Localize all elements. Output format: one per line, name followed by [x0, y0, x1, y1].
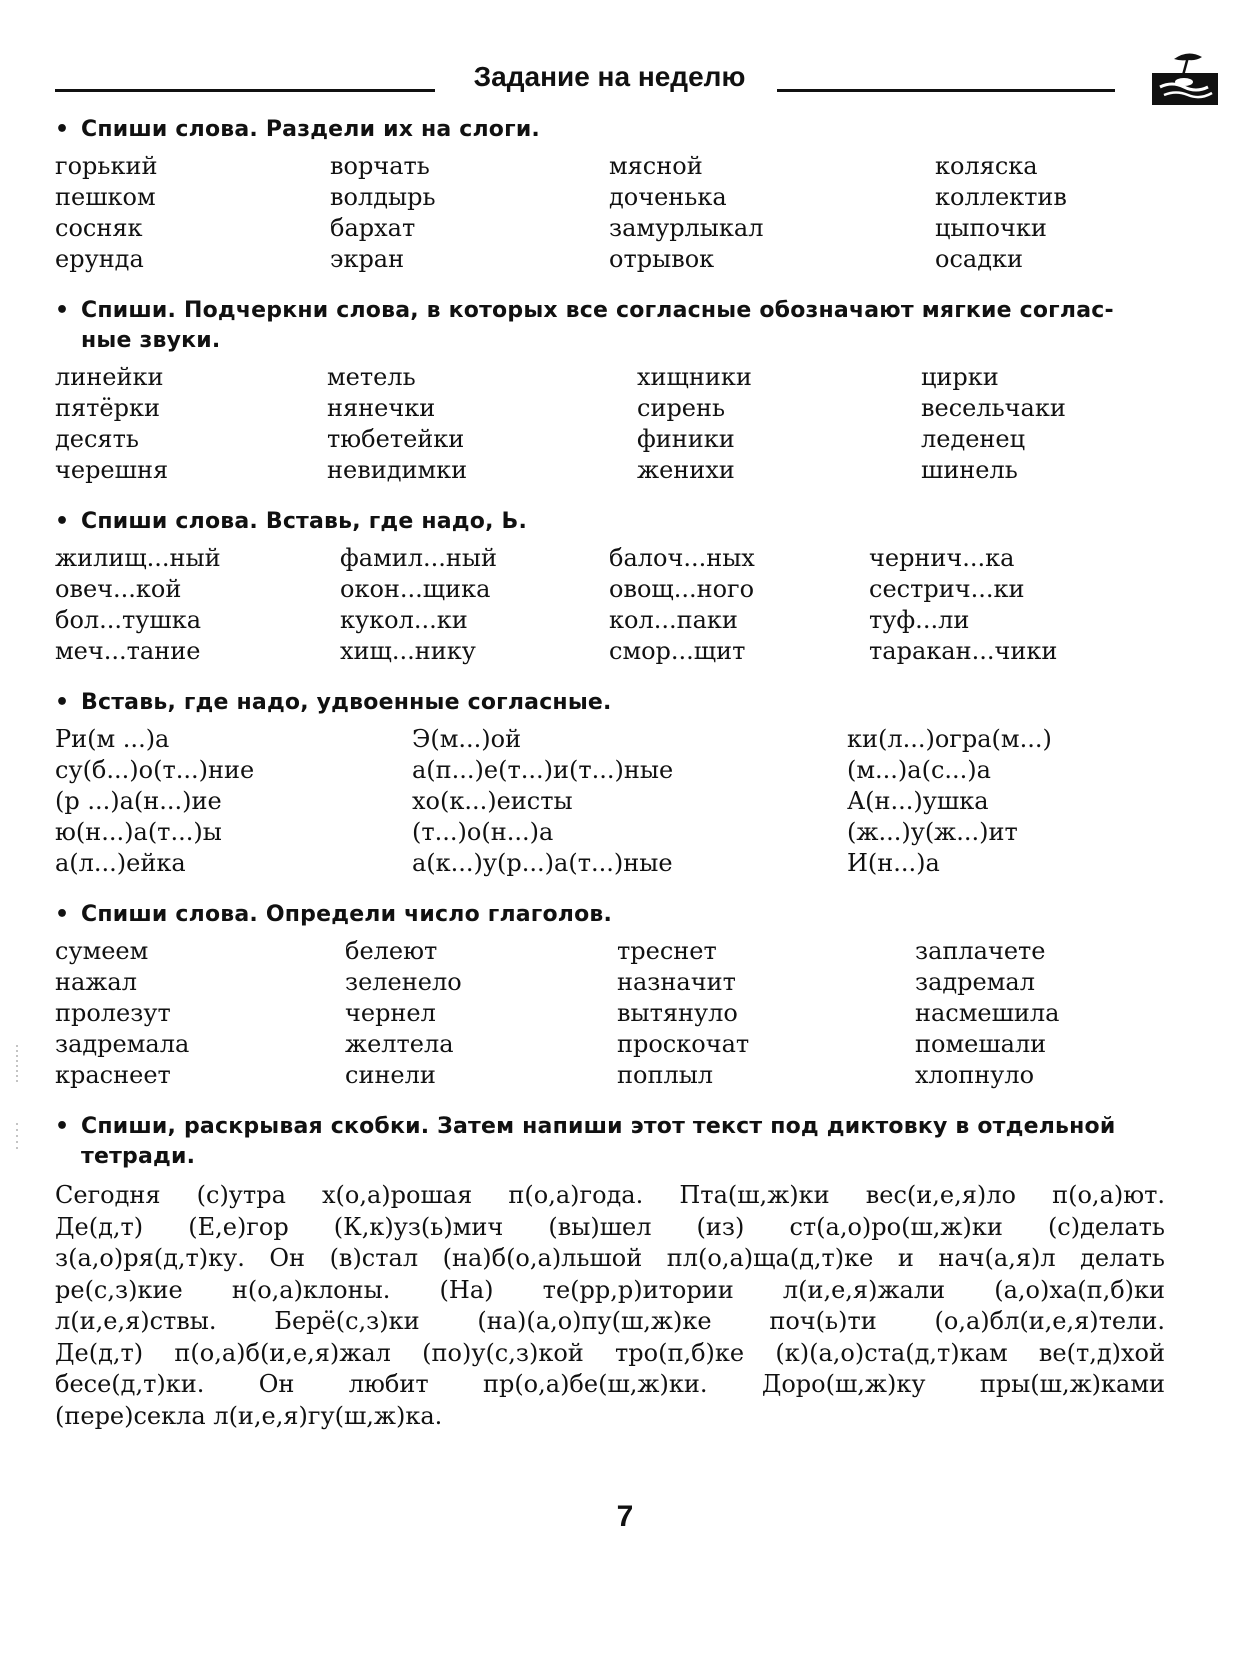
section-verbs — [55, 900, 1165, 1091]
word: балоч...ных — [609, 544, 755, 572]
task-instruction — [55, 507, 1165, 537]
header-rule-right — [777, 89, 1115, 92]
task-instruction — [55, 900, 1165, 930]
task-text: Вставь, где надо, удвоенные согласные. — [81, 690, 612, 715]
word: доченька — [609, 183, 727, 211]
word: фамил...ный — [340, 544, 497, 572]
word-row — [55, 543, 1165, 574]
section-soft-consonants — [55, 296, 1165, 486]
word: коллектив — [935, 183, 1067, 211]
word-row — [55, 786, 1165, 817]
task-text-line-1: Спиши. Подчеркни слова, в которых все согласные обозначают мягкие соглас- — [81, 298, 1114, 323]
word: линейки — [55, 363, 164, 391]
task-instruction — [55, 296, 1165, 356]
word: насмешила — [915, 999, 1060, 1027]
task-text: Спиши слова. Определи число глаголов. — [81, 902, 613, 927]
word: чернич...ка — [869, 544, 1015, 572]
word: леденец — [921, 425, 1026, 453]
word: горький — [55, 152, 158, 180]
word: шинель — [921, 456, 1018, 484]
word: сумеем — [55, 937, 149, 965]
page-title: Задание на неделю — [473, 61, 746, 92]
word-row — [55, 362, 1165, 393]
word: назначит — [617, 968, 736, 996]
word: помешали — [915, 1030, 1047, 1058]
word: бол...тушка — [55, 606, 202, 634]
task-text-line-2: тетради. — [81, 1144, 196, 1169]
word: ю(н...)а(т...)ы — [55, 818, 222, 846]
word: а(к...)у(р...)а(т...)ные — [412, 849, 673, 877]
word-row — [55, 998, 1165, 1029]
word: женихи — [637, 456, 735, 484]
text-line: Де(д,т) (Е,е)гор (К,к)уз(ь)мич (вы)шел (из) ст(а,о)ро(ш,ж)ки (с)делать — [55, 1212, 1165, 1241]
section-soft-sign — [55, 507, 1165, 667]
word: синели — [345, 1061, 436, 1089]
word: а(л...)ейка — [55, 849, 186, 877]
word-row — [55, 605, 1165, 636]
word: поплыл — [617, 1061, 714, 1089]
bullet-icon: • — [55, 298, 70, 323]
word: белеют — [345, 937, 438, 965]
word: (р ...)а(н...)ие — [55, 787, 222, 815]
word-row — [55, 1029, 1165, 1060]
text-line: з(а,о)ря(д,т)ку. Он (в)стал (на)б(о,а)льшой пл(о,а)ща(д,т)ке и нач(а,я)л делать — [55, 1244, 1165, 1272]
task-text: Спиши слова. Вставь, где надо, Ь. — [81, 509, 528, 534]
section-dictation — [55, 1112, 1165, 1432]
word: туф...ли — [869, 606, 970, 634]
word: черешня — [55, 456, 169, 484]
word-grid — [55, 151, 1165, 275]
word: хлопнуло — [915, 1061, 1035, 1089]
word: желтела — [345, 1030, 454, 1058]
word: финики — [637, 425, 735, 453]
bullet-icon: • — [55, 509, 70, 534]
word-grid — [55, 362, 1165, 486]
word-grid — [55, 724, 1165, 879]
text-line: (пере)секла л(и,е,я)гу(ш,ж)ка. — [55, 1401, 443, 1430]
word: окон...щика — [340, 575, 491, 603]
word: (ж...)у(ж...)ит — [847, 818, 1018, 846]
word: коляска — [935, 152, 1038, 180]
word-row — [55, 967, 1165, 998]
word: таракан...чики — [869, 637, 1058, 665]
word-row — [55, 244, 1165, 275]
word-row — [55, 182, 1165, 213]
word: сестрич...ки — [869, 575, 1025, 603]
bullet-icon: • — [55, 117, 70, 142]
word: нянечки — [327, 394, 436, 422]
word: краснеет — [55, 1061, 171, 1089]
word: пролезут — [55, 999, 171, 1027]
word: экран — [330, 245, 405, 273]
word: мясной — [609, 152, 703, 180]
teacup-icon — [1150, 35, 1220, 107]
word: хо(к...)еисты — [412, 787, 573, 815]
task-text: Спиши слова. Раздели их на слоги. — [81, 117, 540, 142]
word-row — [55, 151, 1165, 182]
text-line: л(и,е,я)ствы. Берё(с,з)ки (на)(а,о)пу(ш,ж)ке поч(ь)ти (о,а)бл(и,е,я)тели. — [55, 1307, 1165, 1335]
word: сирень — [637, 394, 726, 422]
word: ворчать — [330, 152, 430, 180]
word: смор...щит — [609, 637, 746, 665]
word: сосняк — [55, 214, 143, 242]
word: весельчаки — [921, 394, 1066, 422]
word: кол...паки — [609, 606, 738, 634]
word: меч...тание — [55, 637, 201, 665]
word-grid — [55, 543, 1165, 667]
bullet-icon: • — [55, 1114, 70, 1139]
word: су(б...)о(т...)ние — [55, 756, 255, 784]
word: пешком — [55, 183, 156, 211]
word: ки(л...)огра(м...) — [847, 725, 1052, 753]
word-row — [55, 574, 1165, 605]
word-row — [55, 213, 1165, 244]
word: а(п...)е(т...)и(т...)ные — [412, 756, 674, 784]
task-text-line-1: Спиши, раскрывая скобки. Затем напиши этот текст под диктовку в отдельной — [81, 1114, 1116, 1139]
word-row — [55, 636, 1165, 667]
task-instruction — [55, 1112, 1165, 1172]
word: метель — [327, 363, 416, 391]
word-row — [55, 424, 1165, 455]
word: (м...)а(с...)а — [847, 756, 991, 784]
text-line: бесе(д,т)ки. Он любит пр(о,а)бе(ш,ж)ки. Доро(ш,ж)ку пры(ш,ж)ками — [55, 1370, 1165, 1398]
page-header — [55, 55, 1220, 105]
task-instruction — [55, 688, 1165, 718]
word: овощ...ного — [609, 575, 755, 603]
word-row — [55, 455, 1165, 486]
header-rule-left — [55, 89, 435, 92]
task-instruction — [55, 115, 1165, 145]
text-line: ре(с,з)кие н(о,а)клоны. (На) те(рр,р)итории л(и,е,я)жали (а,о)ха(п,б)ки — [55, 1275, 1165, 1304]
word: жилищ...ный — [55, 544, 221, 572]
word: проскочат — [617, 1030, 750, 1058]
word: замурлыкал — [609, 214, 764, 242]
word: кукол...ки — [340, 606, 468, 634]
word: ерунда — [55, 245, 144, 273]
bullet-icon: • — [55, 690, 70, 715]
word: Ри(м ...)а — [55, 725, 170, 753]
word-row — [55, 936, 1165, 967]
scan-margin-marks — [12, 1045, 22, 1150]
word: зеленело — [345, 968, 462, 996]
word: хищники — [637, 363, 752, 391]
word: отрывок — [609, 245, 715, 273]
word: заплачете — [915, 937, 1046, 965]
word: десять — [55, 425, 139, 453]
word: бархат — [330, 214, 416, 242]
task-text-line-2: ные звуки. — [81, 328, 221, 353]
word: чернел — [345, 999, 436, 1027]
bullet-icon: • — [55, 902, 70, 927]
word: нажал — [55, 968, 137, 996]
word: хищ...нику — [340, 637, 476, 665]
word: пятёрки — [55, 394, 160, 422]
word: осадки — [935, 245, 1023, 273]
section-syllables — [55, 115, 1165, 275]
word: И(н...)а — [847, 849, 940, 877]
text-line: Сегодня (с)утра х(о,а)рошая п(о,а)года. Пта(ш,ж)ки вес(и,е,я)ло п(о,а)ют. — [55, 1181, 1165, 1209]
word-row — [55, 393, 1165, 424]
section-double-consonants — [55, 688, 1165, 879]
text-line: Де(д,т) п(о,а)б(и,е,я)жал (по)у(с,з)кой тро(п,б)ке (к)(а,о)ста(д,т)кам ве(т,д)хой — [55, 1338, 1165, 1367]
word: треснет — [617, 937, 717, 965]
page-number: 7 — [616, 1500, 634, 1533]
word-row — [55, 817, 1165, 848]
word-row — [55, 755, 1165, 786]
word: цирки — [921, 363, 999, 391]
word: задремала — [55, 1030, 190, 1058]
word-row — [55, 724, 1165, 755]
word: А(н...)ушка — [847, 787, 989, 815]
word: волдырь — [330, 183, 436, 211]
word: овеч...кой — [55, 575, 182, 603]
word: невидимки — [327, 456, 468, 484]
word: задремал — [915, 968, 1035, 996]
word: вытянуло — [617, 999, 738, 1027]
word: цыпочки — [935, 214, 1047, 242]
word: тюбетейки — [327, 425, 465, 453]
word-row — [55, 1060, 1165, 1091]
word: Э(м...)ой — [412, 725, 522, 753]
word-row — [55, 848, 1165, 879]
word: (т...)о(н...)а — [412, 818, 554, 846]
dictation-text — [55, 1180, 1165, 1432]
word-grid — [55, 936, 1165, 1091]
